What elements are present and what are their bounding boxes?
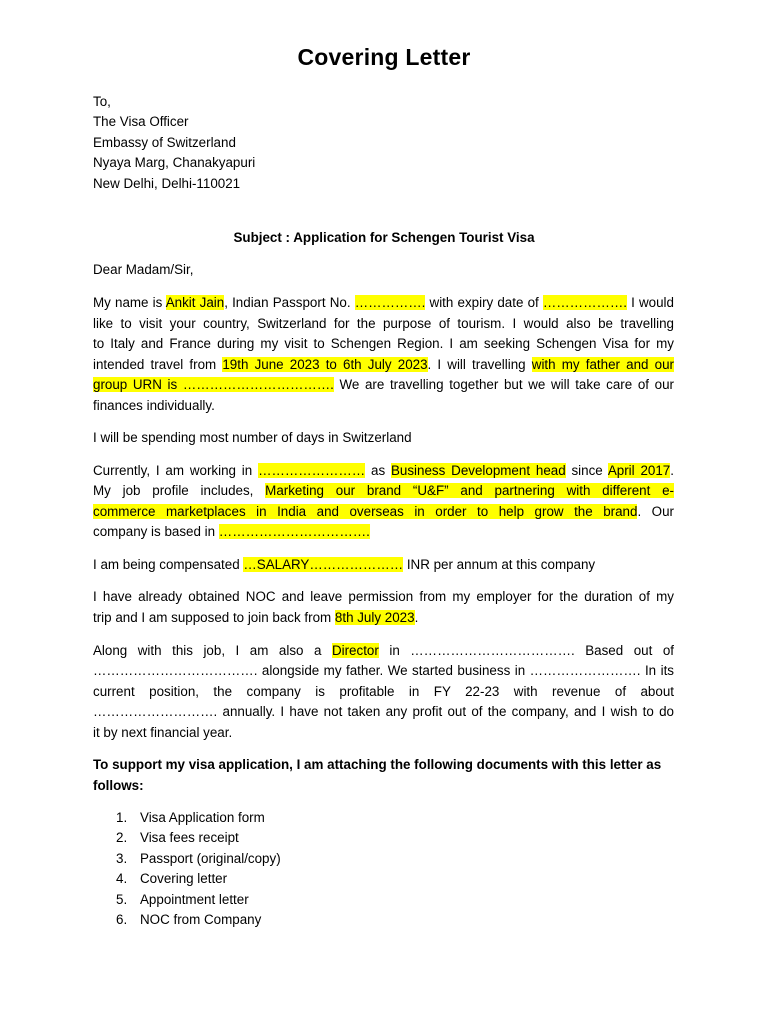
text-run: . I will travelling [427, 357, 532, 372]
text-run: We are travelling together but we will take care of our [333, 377, 674, 392]
text-run: INR per annum at this company [403, 557, 596, 572]
job-profile: Marketing our brand “U&F” and partnering with different e- [265, 483, 675, 498]
paragraph-line [93, 463, 674, 478]
company-blank: …………………… [258, 463, 366, 478]
paragraph-compensation [93, 557, 595, 572]
highlighted-text: with my father and our [531, 357, 674, 372]
paragraph-line: current position, the company is profitable in FY 22-23 with revenue of about [93, 684, 674, 699]
text-run: company is based in [93, 524, 219, 539]
paragraph-line: I have already obtained NOC and leave permission from my employer for the duration of my [93, 589, 674, 604]
text-run: My name is [93, 295, 166, 310]
text-run: trip and I am supposed to join back from [93, 610, 335, 625]
passport-blank: ……………. [354, 295, 426, 310]
address-line: New Delhi, Delhi-110021 [93, 176, 241, 191]
list-text: Visa Application form [140, 810, 265, 825]
expiry-blank: ………………. [542, 295, 627, 310]
paragraph-line: ………………………. annually. I have not taken any profit out of the company, and I wish to do [93, 704, 674, 719]
list-text: Appointment letter [140, 892, 249, 907]
paragraph-line [93, 483, 674, 498]
paragraph-line: finances individually. [93, 398, 215, 413]
salutation: Dear Madam/Sir, [93, 262, 194, 277]
address-line: The Visa Officer [93, 114, 189, 129]
employment-start: April 2017 [607, 463, 671, 478]
text-run: . [414, 610, 419, 625]
applicant-name: Ankit Jain [165, 295, 225, 310]
paragraph-line [93, 643, 674, 658]
address-line: Nyaya Marg, Chanakyapuri [93, 155, 256, 170]
text-run: intended travel from [93, 357, 223, 372]
list-number: 5. [116, 892, 128, 907]
paragraph-line [93, 610, 418, 625]
paragraph-line: follows: [93, 778, 144, 793]
address-line: Embassy of Switzerland [93, 135, 236, 150]
text-run: . [670, 463, 674, 478]
paragraph-stay: I will be spending most number of days in Switzerland [93, 430, 412, 445]
paragraph-line [93, 295, 674, 310]
list-number: 1. [116, 810, 128, 825]
text-run: in ………………………………. Based out of [378, 643, 674, 658]
paragraph-line: it by next financial year. [93, 725, 233, 740]
text-run: I would [626, 295, 674, 310]
list-text: NOC from Company [140, 912, 262, 927]
text-run: My job profile includes, [93, 483, 266, 498]
director-role: Director [331, 643, 379, 658]
job-role: Business Development head [390, 463, 566, 478]
paragraph-line: like to visit your country, Switzerland for the purpose of tourism. I would also be travelling [93, 316, 674, 331]
page-title: Covering Letter [297, 44, 471, 70]
list-text: Visa fees receipt [140, 830, 239, 845]
text-run: with expiry date of [425, 295, 543, 310]
subject-line: Subject : Application for Schengen Tourist Visa [233, 230, 535, 245]
paragraph-line [93, 524, 370, 539]
text-run: Currently, I am working in [93, 463, 259, 478]
list-number: 2. [116, 830, 128, 845]
text-run: I am being compensated [93, 557, 244, 572]
list-text: Covering letter [140, 871, 228, 886]
paragraph-line: ………………………………. alongside my father. We started business in ……………………. In its [93, 663, 674, 678]
text-run: since [565, 463, 608, 478]
join-date: 8th July 2023 [334, 610, 415, 625]
paragraph-line: To support my visa application, I am attaching the following documents with this letter as [93, 757, 662, 772]
text-run: , Indian Passport No. [224, 295, 355, 310]
paragraph-line [93, 357, 674, 372]
list-text: Passport (original/copy) [140, 851, 281, 866]
list-number: 6. [116, 912, 128, 927]
address-line: To, [93, 94, 111, 109]
job-profile: commerce marketplaces in India and overseas in order to help grow the brand [93, 504, 638, 519]
paragraph-line: to Italy and France during my visit to Schengen Region. I am seeking Schengen Visa for my [93, 336, 674, 351]
salary-blank: …SALARY………………… [243, 557, 404, 572]
company-location-blank: ……………………………. [218, 524, 370, 539]
text-run: Along with this job, I am also a [93, 643, 332, 658]
text-run: as [365, 463, 391, 478]
text-run: . Our [637, 504, 675, 519]
paragraph-line [93, 504, 674, 519]
travel-dates: 19th June 2023 to 6th July 2023 [222, 357, 428, 372]
list-number: 4. [116, 871, 128, 886]
group-urn-blank: group URN is ……………………………. [93, 377, 334, 392]
paragraph-line [93, 377, 674, 392]
list-number: 3. [116, 851, 128, 866]
